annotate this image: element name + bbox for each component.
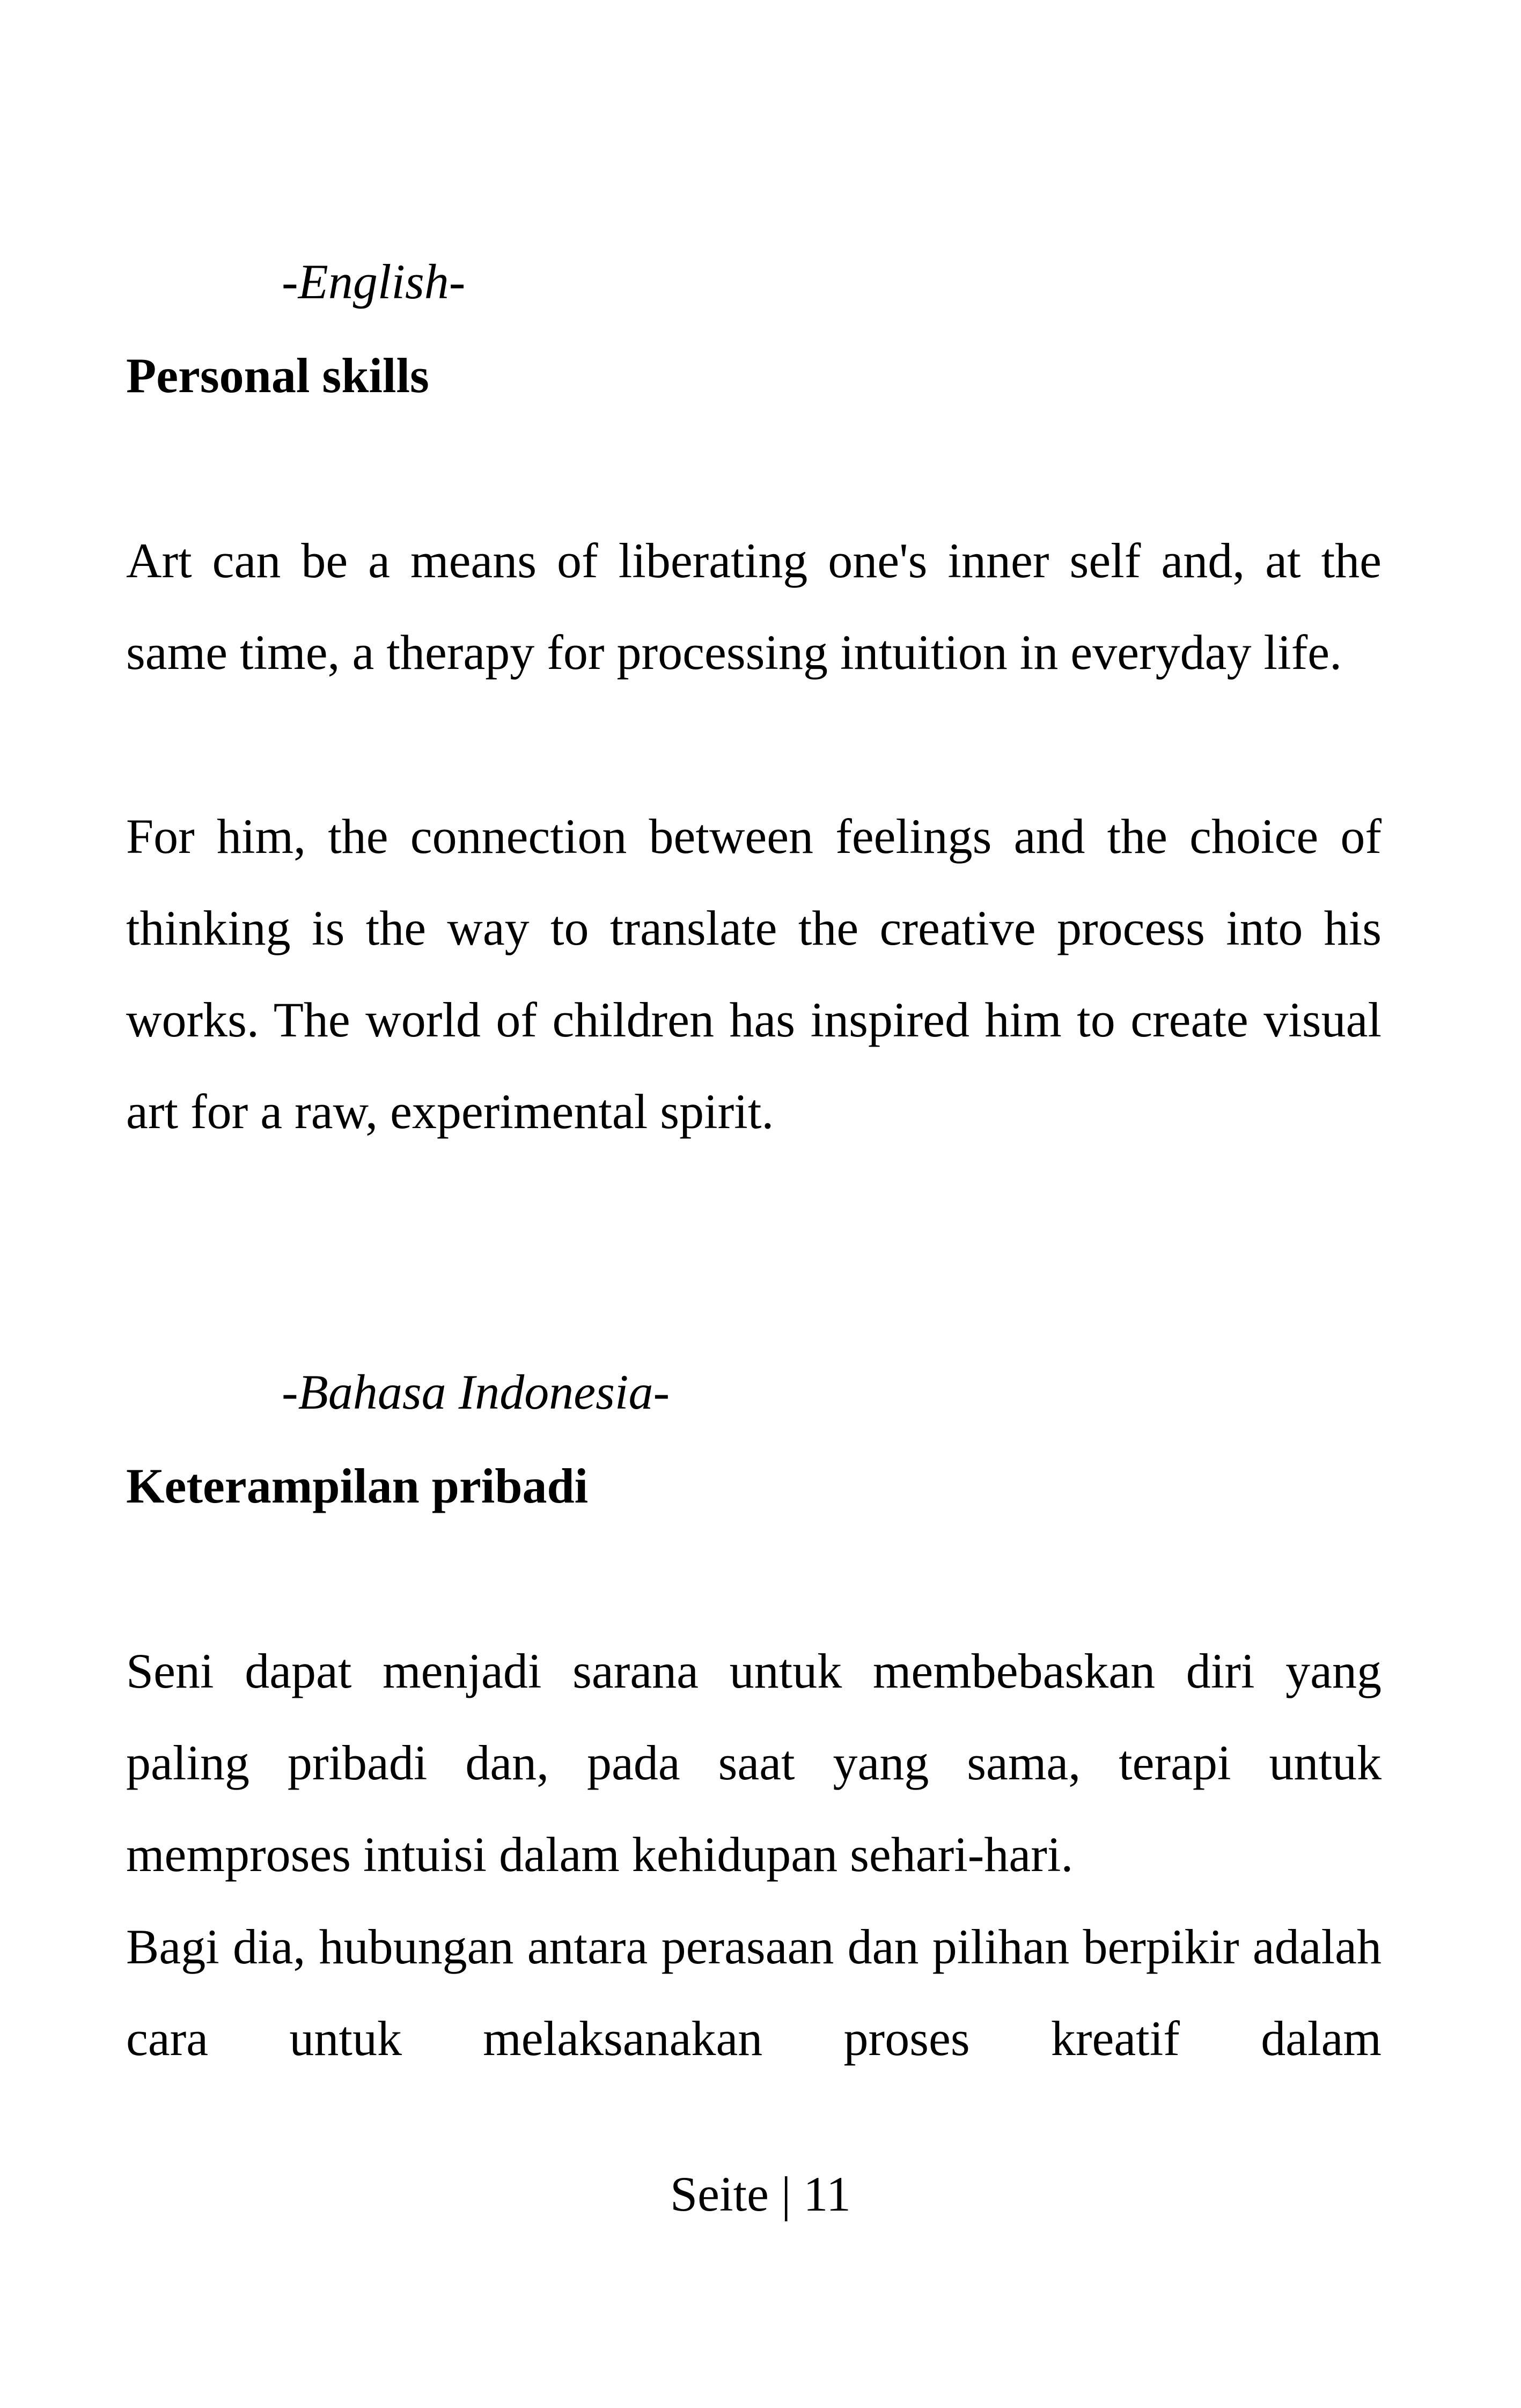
english-paragraph-1: Art can be a means of liberating one's inner self and, at the same time, a therapy for processing intuition in everyday life. (126, 533, 1382, 680)
indonesian-language-label: -Bahasa Indonesia- (282, 1365, 670, 1419)
indonesian-paragraph-1: Seni dapat menjadi sarana untuk membebaskan diri yang paling pribadi dan, pada saat yang sama, terapi untuk memproses intuisi dalam kehidupan sehari-hari. (126, 1644, 1382, 1882)
english-section-title: Personal skills (126, 348, 429, 403)
indonesian-section-title: Keterampilan pribadi (126, 1459, 589, 1513)
page-number-footer: Seite | 11 (670, 2167, 851, 2221)
indonesian-paragraph-2: Bagi dia, hubungan antara perasaan dan pilihan berpikir adalah cara untuk melaksanakan proses kreatif dalam (126, 1919, 1382, 2066)
english-language-label: -English- (282, 254, 466, 309)
english-paragraph-2: For him, the connection between feelings and the choice of thinking is the way to translate the creative process into his works. The world of children has inspired him to create visual art for a raw, experimental spirit. (126, 809, 1382, 1139)
